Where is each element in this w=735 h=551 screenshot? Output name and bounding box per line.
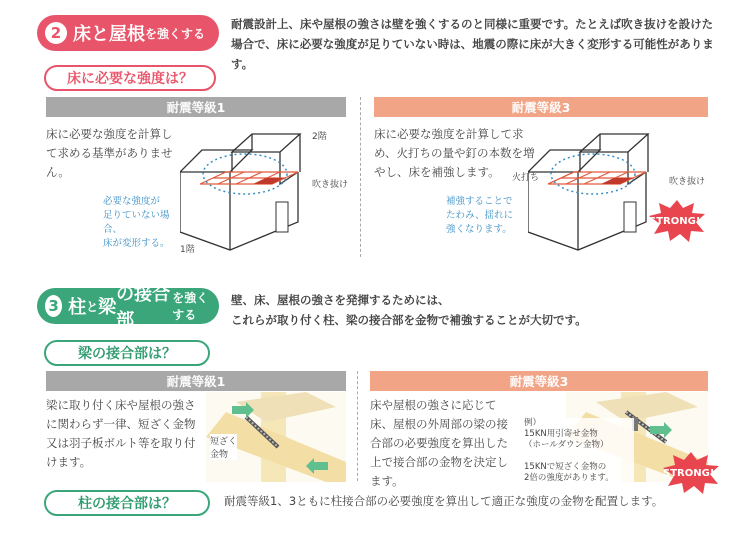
title-beam: 梁 [98,297,117,318]
strong-label-beam: STRONG!! [663,467,719,479]
grade3-floor-note: 補強することで たわみ、揺れに 強くなります。 [446,196,514,235]
label-tanzaku: 短ざく 金物 [210,434,237,460]
floor-question-pill: 床に必要な強度は？ [44,65,216,91]
title-to: と [86,299,99,314]
section-title-main: 床と屋根 [73,24,145,45]
grade1-floor-text: 床に必要な強度を計算して求める基準がありません。 [46,127,173,179]
grade3-bar-floor: 耐震等級3 [374,97,708,117]
section-2-title [37,15,219,51]
label-1f-left: 1階 [180,245,195,255]
grade3-beam-example: 例） 15KN用引寄せ金物 （ホールダウン金物） 15KNで短ざく金物の 2倍の強度があります。 [524,418,634,484]
grade1-bar-floor: 耐震等級1 [46,97,346,117]
divider-floor [360,97,361,257]
section-number-2: 2 [45,22,67,44]
label-2f-left: 2階 [312,132,327,142]
section-2-description: 耐震設計上、床や屋根の強さは壁を強くするのと同様に重要です。たとえば吹き抜けを設けた場合で、床に必要な強度が足りていない時は、地震の際に床が大きく変形する可能性があります。 [231,17,714,71]
grade3-floor-text: 床に必要な強度を計算して求め、火打ちの量や釘の本数を増やし、床を補強します。 [374,127,535,179]
grade3-bar-beam: 耐震等級3 [370,371,708,391]
title-pillar: 柱 [68,297,87,318]
strong-burst-beam [662,452,720,494]
pillar-question-pill: 柱の接合部は？ [44,490,210,516]
strong-label-floor: STRONG!! [649,215,705,227]
section-number-3: 3 [45,295,62,317]
section-3-title [37,284,219,331]
beam-question-pill: 梁の接合部は？ [44,340,210,366]
section-3-description: 壁、床、屋根の強さを発揮するためには、 これらが取り付く柱、梁の接合部を金物で補強することが大切です。 [231,293,587,327]
label-fukinuke-right: 吹き抜け [669,177,706,187]
section-title-sub: を強くする [145,26,206,41]
title-joint: の接合部 [116,284,171,331]
grade1-bar-beam: 耐震等級1 [46,371,346,391]
strong-burst-floor [648,200,706,242]
label-fukinuke-left: 吹き抜け [312,180,349,190]
divider-beam [357,371,358,481]
grade1-floor-note: 必要な強度が 足りていない場合、 床が変形する。 [103,196,170,249]
label-hiuchi-right: 火打ち [512,173,540,183]
grade3-beam-text: 床や屋根の強さに応じて床、屋根の外周部の梁の接合部の必要強度を算出した上で接合部の金物を決定します。 [370,398,508,488]
title-sub-3: を強くする [172,291,209,322]
pillar-answer: 耐震等級1、3ともに柱接合部の必要強度を算出して適正な強度の金物を配置します。 [224,494,664,508]
grade1-beam-text: 梁に取り付く床や屋根の強さに関わらず一律、短ざく金物又は羽子板ボルト等を取り付けます。 [46,398,196,469]
